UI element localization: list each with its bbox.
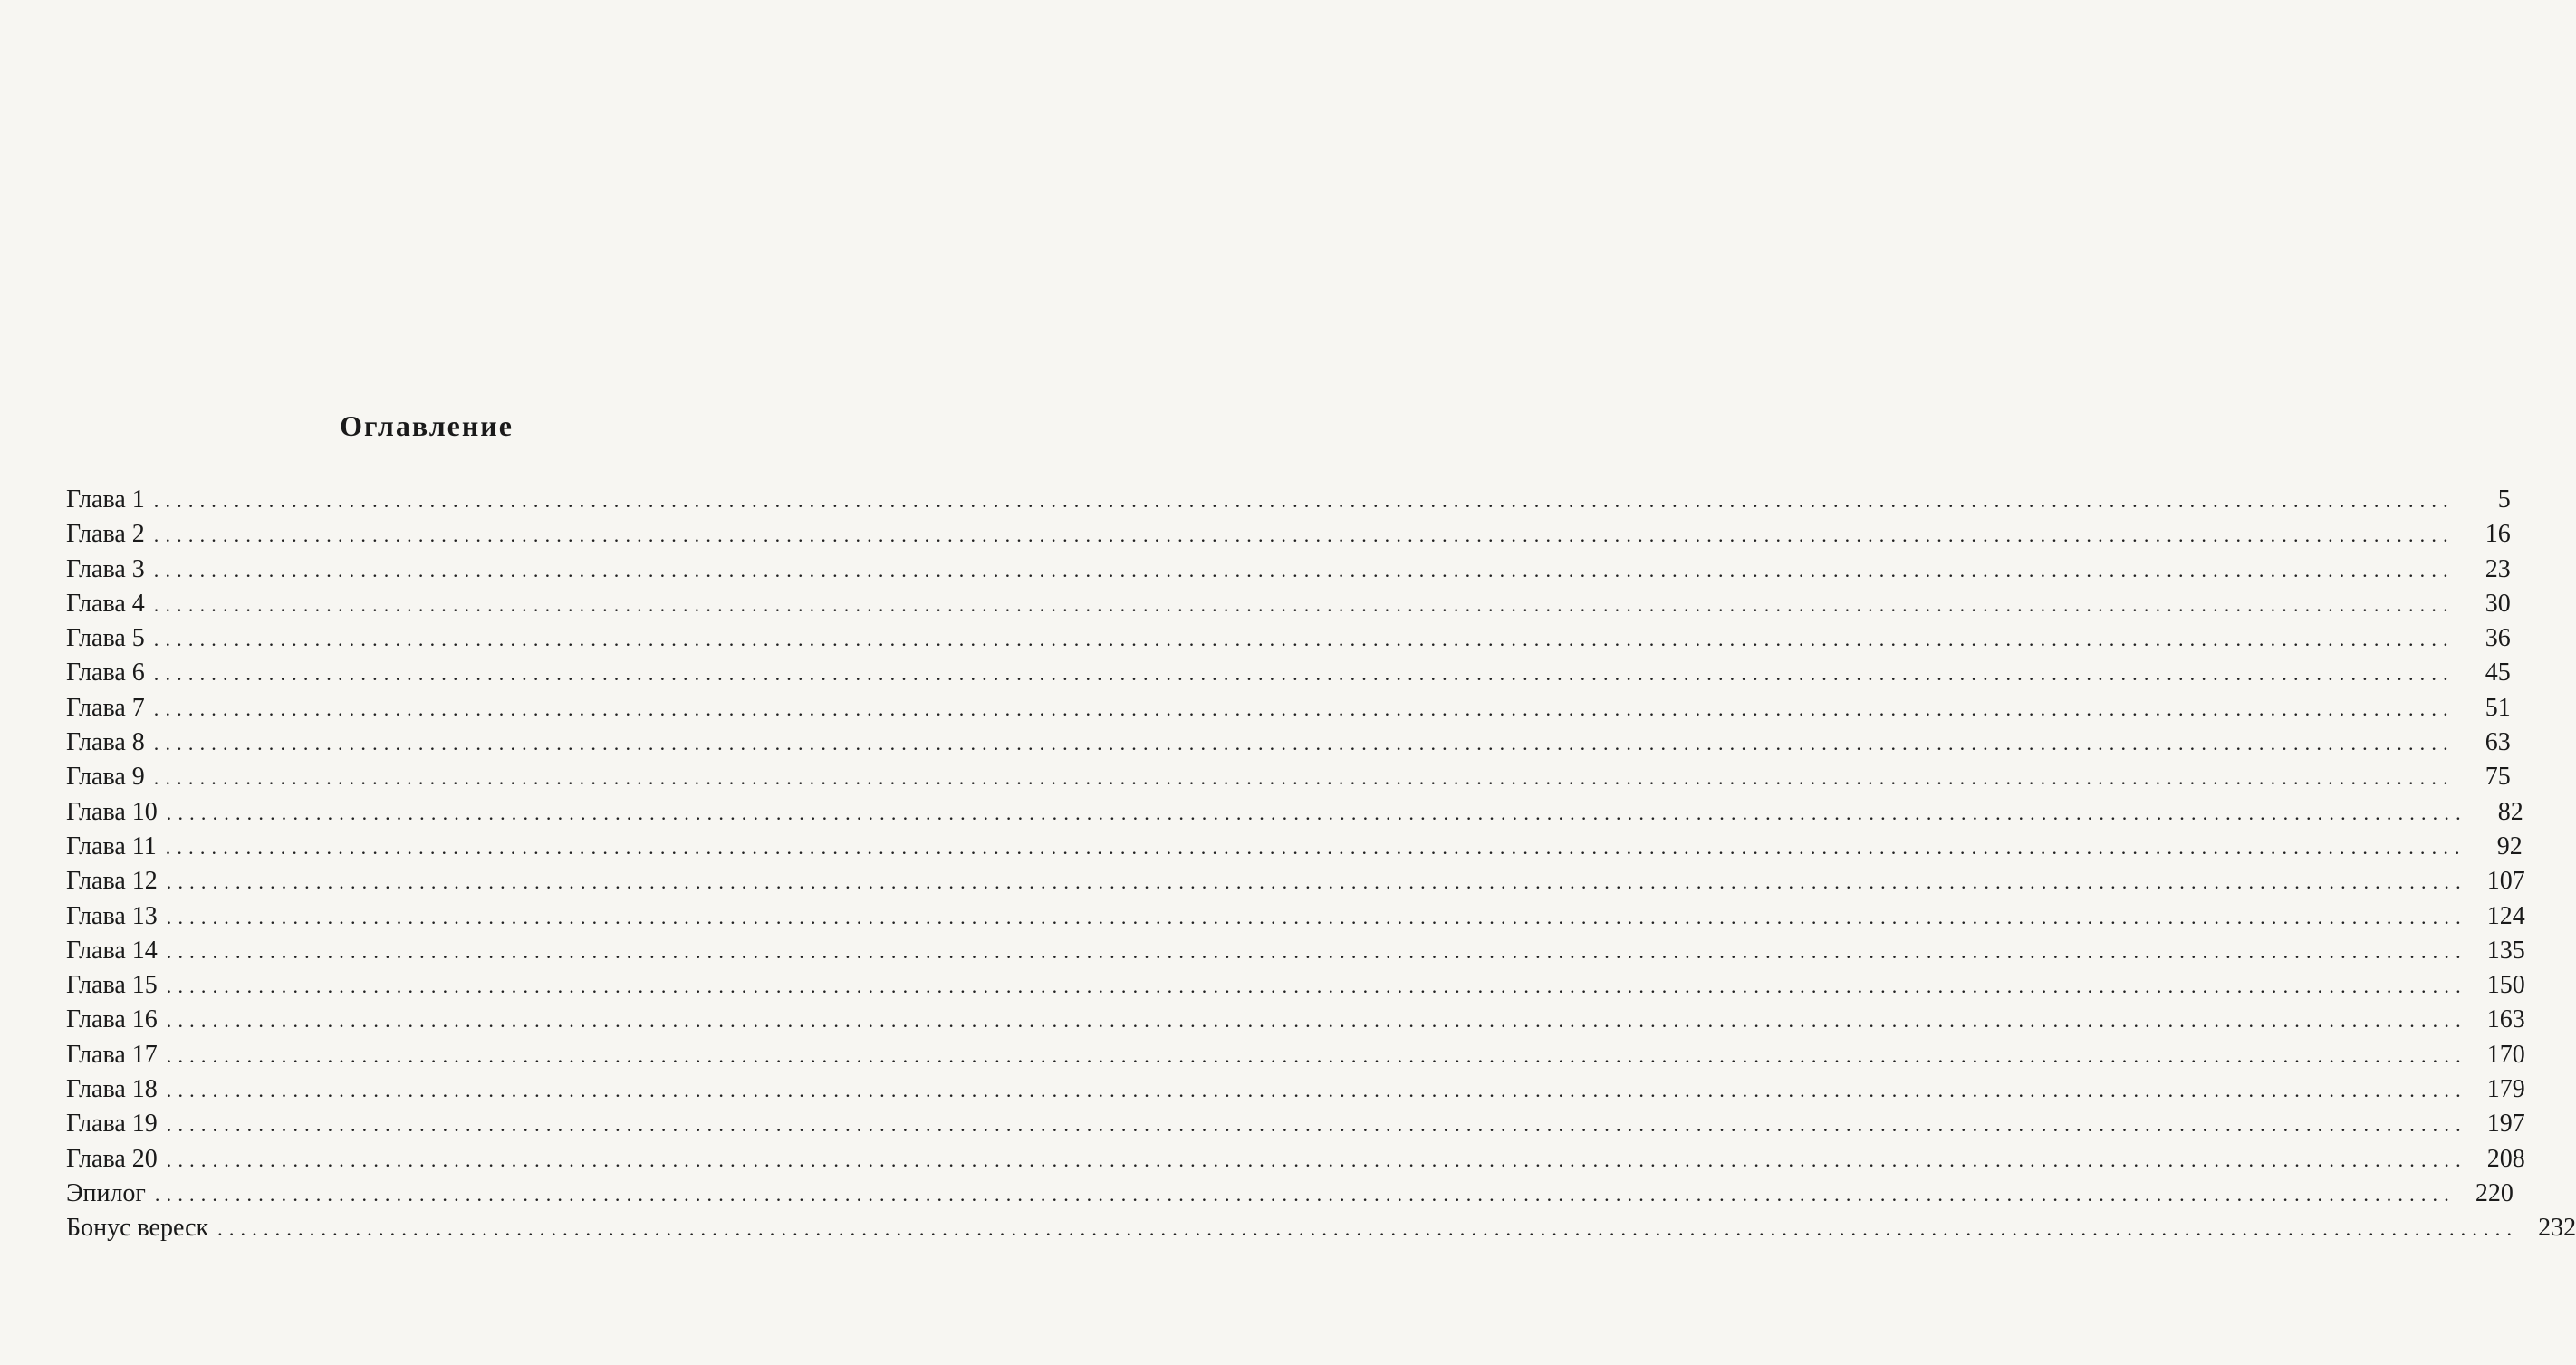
toc-entry-title: Глава 8	[66, 728, 145, 757]
toc-entry	[66, 1038, 2525, 1072]
toc-entry-page: 170	[2486, 1040, 2525, 1069]
toc-entry	[66, 483, 2511, 517]
toc-entry	[66, 968, 2525, 1003]
dot-leader: ........................................................................................................................................................................................................	[154, 1182, 2456, 1206]
toc-entry	[66, 1177, 2514, 1211]
toc-entry-title: Глава 2	[66, 520, 145, 549]
toc-entry-title: Глава 1	[66, 485, 145, 514]
toc-entry	[66, 899, 2525, 934]
toc-entry	[66, 726, 2511, 760]
dot-leader: ........................................................................................................................................................................................................	[166, 939, 2467, 963]
dot-leader: ........................................................................................................................................................................................................	[153, 662, 2455, 686]
toc-entry-page: 124	[2486, 901, 2525, 930]
toc-entry	[66, 553, 2511, 587]
toc-entry-page: 92	[2496, 831, 2523, 860]
toc-entry-title: Глава 5	[66, 624, 145, 653]
dot-leader: ........................................................................................................................................................................................................	[153, 732, 2455, 755]
toc-entry	[66, 691, 2511, 726]
toc-entry-title: Эпилог	[66, 1178, 146, 1207]
toc-entry-title: Глава 15	[66, 971, 158, 1000]
toc-heading: Оглавление	[340, 409, 514, 442]
toc-entry-title: Бонус вереск	[66, 1214, 209, 1243]
dot-leader: ........................................................................................................................................................................................................	[153, 766, 2455, 790]
toc-entry-title: Глава 20	[66, 1144, 158, 1173]
dot-leader: ........................................................................................................................................................................................................	[166, 1079, 2467, 1102]
toc-entry	[66, 621, 2511, 656]
toc-entry	[66, 1072, 2525, 1107]
dot-leader: ........................................................................................................................................................................................................	[166, 870, 2467, 894]
dot-leader: ........................................................................................................................................................................................................	[166, 905, 2467, 928]
dot-leader: ........................................................................................................................................................................................................	[153, 489, 2455, 512]
toc-entry-page: 220	[2475, 1178, 2514, 1207]
toc-entry-page: 135	[2486, 936, 2525, 965]
toc-entry-title: Глава 12	[66, 867, 158, 896]
toc-entry-page: 163	[2486, 1005, 2525, 1034]
toc-entry	[66, 830, 2523, 864]
dot-leader: ........................................................................................................................................................................................................	[166, 801, 2467, 824]
toc-entry-page: 63	[2485, 728, 2511, 757]
toc-entry-title: Глава 16	[66, 1005, 158, 1034]
toc-entry	[66, 760, 2511, 794]
dot-leader: ........................................................................................................................................................................................................	[166, 1009, 2467, 1033]
toc-entry-page: 45	[2485, 658, 2511, 687]
toc-entry-title: Глава 18	[66, 1075, 158, 1104]
toc-entry	[66, 517, 2511, 552]
toc-entry	[66, 1107, 2525, 1141]
toc-entry-title: Глава 13	[66, 901, 158, 930]
toc-entry	[66, 795, 2523, 830]
toc-entry-page: 197	[2486, 1110, 2525, 1139]
toc-entry-page: 51	[2485, 693, 2511, 722]
dot-leader: ........................................................................................................................................................................................................	[153, 628, 2455, 651]
toc-entry-page: 36	[2485, 624, 2511, 653]
dot-leader: ........................................................................................................................................................................................................	[153, 558, 2455, 582]
toc-entry-title: Глава 6	[66, 658, 145, 687]
dot-leader: ........................................................................................................................................................................................................	[166, 1148, 2467, 1171]
toc-entry-title: Глава 7	[66, 693, 145, 722]
toc-entry-title: Глава 11	[66, 831, 157, 860]
dot-leader: ........................................................................................................................................................................................................	[166, 975, 2467, 998]
dot-leader: ........................................................................................................................................................................................................	[165, 835, 2466, 859]
toc-entry-title: Глава 17	[66, 1040, 158, 1069]
toc-entry-page: 208	[2486, 1144, 2525, 1173]
dot-leader: ........................................................................................................................................................................................................	[153, 592, 2455, 616]
toc-entry-page: 75	[2485, 763, 2511, 792]
toc-entry-page: 150	[2486, 971, 2525, 1000]
toc-entry-page: 23	[2485, 554, 2511, 583]
toc-entry-title: Глава 4	[66, 589, 145, 618]
toc-entry	[66, 864, 2525, 899]
dot-leader: ........................................................................................................................................................................................................	[153, 524, 2455, 547]
toc-entry	[66, 1003, 2525, 1037]
toc-entry-page: 5	[2497, 485, 2511, 514]
dot-leader: ........................................................................................................................................................................................................	[166, 1043, 2467, 1067]
toc-entry-title: Глава 3	[66, 554, 145, 583]
table-of-contents	[66, 483, 2576, 1246]
toc-entry-page: 107	[2486, 867, 2525, 896]
toc-entry-page: 30	[2485, 589, 2511, 618]
toc-entry	[66, 656, 2511, 690]
dot-leader: ........................................................................................................................................................................................................	[217, 1217, 2519, 1241]
dot-leader: ........................................................................................................................................................................................................	[166, 1113, 2467, 1137]
toc-entry-page: 232	[2538, 1214, 2576, 1243]
toc-entry-page: 179	[2486, 1075, 2525, 1104]
toc-entry	[66, 1142, 2525, 1177]
dot-leader: ........................................................................................................................................................................................................	[153, 697, 2455, 720]
toc-entry	[66, 934, 2525, 968]
toc-entry	[66, 1211, 2576, 1245]
toc-entry-title: Глава 14	[66, 936, 158, 965]
toc-entry	[66, 587, 2511, 621]
toc-entry-title: Глава 10	[66, 797, 158, 826]
toc-entry-page: 82	[2497, 797, 2523, 826]
toc-entry-title: Глава 9	[66, 763, 145, 792]
toc-entry-title: Глава 19	[66, 1110, 158, 1139]
toc-entry-page: 16	[2485, 520, 2511, 549]
